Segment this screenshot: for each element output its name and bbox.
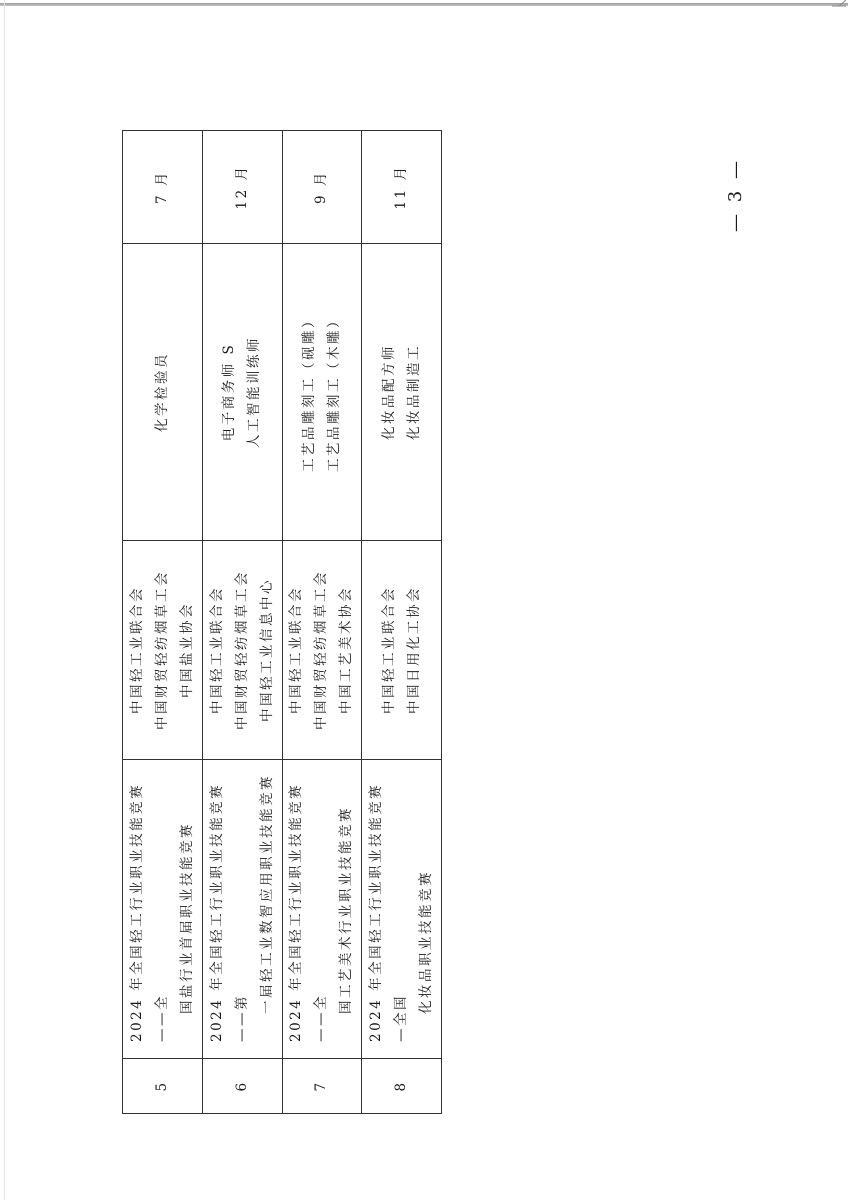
corner-fold-mark <box>832 0 846 14</box>
row-number: 6 <box>202 1059 282 1114</box>
row-number: 8 <box>362 1059 442 1114</box>
competition-name: 2024 年全国轻工行业职业技能竞赛——全 国盐行业首届职业技能竞赛 <box>123 760 203 1059</box>
scan-left-edge <box>4 0 5 1200</box>
competition-table-grid <box>122 130 442 1114</box>
occupations: 化学检验员 <box>123 244 203 541</box>
occupations: 化妆品配方师 化妆品制造工 <box>362 244 442 541</box>
competition-month: 11 月 <box>362 131 442 244</box>
organizers: 中国轻工业联合会 中国日用化工协会 <box>362 541 442 760</box>
table-row <box>123 131 203 1114</box>
organizers: 中国轻工业联合会 中国财贸轻纺烟草工会 中国轻工业信息中心 <box>202 541 282 760</box>
table-row <box>362 131 442 1114</box>
occupations: 电子商务师 S 人工智能训练师 <box>202 244 282 541</box>
competition-table <box>122 162 442 1114</box>
organizers: 中国轻工业联合会 中国财贸轻纺烟草工会 中国盐业协会 <box>123 541 203 760</box>
competition-name: 2024 年全国轻工行业职业技能竞赛——全 国工艺美术行业职业技能竞赛 <box>282 760 362 1059</box>
competition-month: 7 月 <box>123 131 203 244</box>
page-number-text: — 3 — <box>724 158 746 232</box>
table-row <box>202 131 282 1114</box>
competition-name: 2024 年全国轻工行业职业技能竞赛—全国 化妆品职业技能竞赛 <box>362 760 442 1059</box>
occupations: 工艺品雕刻工（砚雕） 工艺品雕刻工（木雕） <box>282 244 362 541</box>
row-number: 7 <box>282 1059 362 1114</box>
competition-name: 2024 年全国轻工行业职业技能竞赛——第 一届轻工业数智应用职业技能竞赛 <box>202 760 282 1059</box>
competition-month: 12 月 <box>202 131 282 244</box>
organizers: 中国轻工业联合会 中国财贸轻纺烟草工会 中国工艺美术协会 <box>282 541 362 760</box>
competition-month: 9 月 <box>282 131 362 244</box>
table-row <box>282 131 362 1114</box>
row-number: 5 <box>123 1059 203 1114</box>
page-number <box>720 150 750 240</box>
scan-top-edge <box>0 3 848 6</box>
